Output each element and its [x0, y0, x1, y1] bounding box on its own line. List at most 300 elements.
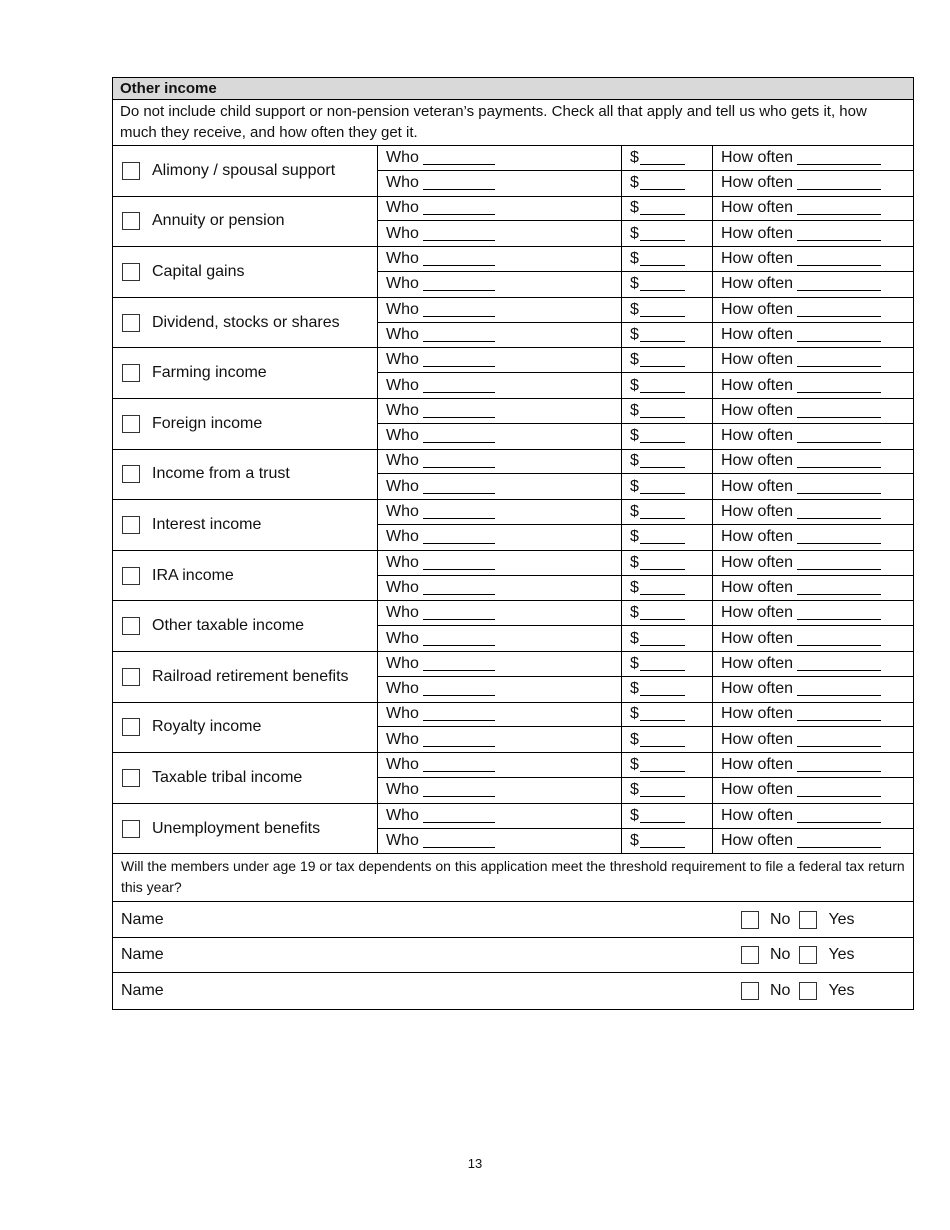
amount-field[interactable] [640, 328, 685, 342]
name-label: Name [121, 982, 164, 1000]
dollar-sign: $ [630, 654, 639, 672]
how-often-label: How often [721, 654, 794, 672]
who-cell [378, 703, 622, 753]
frequency-cell [713, 146, 913, 196]
income-row [113, 601, 913, 652]
how-often-field[interactable] [797, 505, 881, 519]
who-field[interactable] [423, 277, 495, 291]
name-row [113, 973, 913, 1009]
how-often-field[interactable] [797, 581, 881, 595]
how-often-label: How often [721, 148, 794, 166]
section-instructions: Do not include child support or non-pension veteran’s payments. Check all that apply and tell us who gets it, how much they receive, and how often they get it. [113, 100, 913, 146]
who-field[interactable] [423, 303, 495, 317]
how-often-label: How often [721, 300, 794, 318]
who-field[interactable] [423, 480, 495, 494]
income-type-label: Foreign income [152, 414, 263, 432]
who-label: Who [386, 756, 419, 774]
who-field[interactable] [423, 606, 495, 620]
income-type-checkbox[interactable] [122, 263, 140, 281]
frequency-entry [713, 500, 913, 525]
who-cell [378, 551, 622, 601]
amount-cell [622, 399, 713, 449]
who-cell [378, 197, 622, 247]
income-type-cell [113, 348, 378, 398]
yes-label: Yes [828, 910, 855, 928]
who-entry [378, 399, 621, 424]
who-label: Who [386, 427, 419, 445]
how-often-label: How often [721, 452, 794, 470]
who-label: Who [386, 224, 419, 242]
who-label: Who [386, 376, 419, 394]
frequency-entry [713, 373, 913, 398]
who-cell [378, 753, 622, 803]
income-type-label: Farming income [152, 364, 267, 382]
who-field[interactable] [423, 834, 495, 848]
how-often-field[interactable] [797, 227, 881, 241]
no-checkbox[interactable] [741, 946, 759, 964]
dollar-sign: $ [630, 781, 639, 799]
how-often-field[interactable] [797, 783, 881, 797]
yes-label: Yes [828, 982, 855, 1000]
who-field[interactable] [423, 227, 495, 241]
who-entry [378, 500, 621, 525]
who-entry [378, 450, 621, 475]
who-entry [378, 348, 621, 373]
who-entry [378, 272, 621, 297]
income-type-label: Annuity or pension [152, 212, 285, 230]
who-label: Who [386, 148, 419, 166]
frequency-cell [713, 804, 913, 854]
dollar-sign: $ [630, 503, 639, 521]
who-label: Who [386, 452, 419, 470]
amount-entry [622, 626, 712, 651]
amount-field[interactable] [640, 454, 685, 468]
frequency-entry [713, 221, 913, 246]
no-checkbox[interactable] [741, 982, 759, 1000]
frequency-cell [713, 197, 913, 247]
dollar-sign: $ [630, 680, 639, 698]
amount-cell [622, 348, 713, 398]
how-often-label: How often [721, 477, 794, 495]
amount-cell [622, 601, 713, 651]
dollar-sign: $ [630, 806, 639, 824]
who-label: Who [386, 401, 419, 419]
who-entry [378, 677, 621, 702]
who-entry [378, 703, 621, 728]
income-type-checkbox[interactable] [122, 516, 140, 534]
amount-entry [622, 399, 712, 424]
who-field[interactable] [423, 454, 495, 468]
frequency-entry [713, 703, 913, 728]
amount-field[interactable] [640, 530, 685, 544]
how-often-field[interactable] [797, 277, 881, 291]
who-field[interactable] [423, 379, 495, 393]
income-type-cell [113, 601, 378, 651]
amount-entry [622, 221, 712, 246]
frequency-entry [713, 601, 913, 626]
how-often-field[interactable] [797, 176, 881, 190]
who-entry [378, 373, 621, 398]
how-often-label: How often [721, 174, 794, 192]
how-often-label: How often [721, 250, 794, 268]
income-type-checkbox[interactable] [122, 212, 140, 230]
income-type-label: IRA income [152, 566, 234, 584]
who-entry [378, 778, 621, 803]
who-cell [378, 804, 622, 854]
amount-cell [622, 753, 713, 803]
how-often-label: How often [721, 275, 794, 293]
who-cell [378, 247, 622, 297]
who-label: Who [386, 654, 419, 672]
who-label: Who [386, 705, 419, 723]
frequency-cell [713, 450, 913, 500]
frequency-entry [713, 551, 913, 576]
dollar-sign: $ [630, 376, 639, 394]
who-field[interactable] [423, 353, 495, 367]
frequency-cell [713, 753, 913, 803]
amount-cell [622, 500, 713, 550]
amount-entry [622, 551, 712, 576]
how-often-field[interactable] [797, 632, 881, 646]
how-often-label: How often [721, 705, 794, 723]
frequency-entry [713, 272, 913, 297]
amount-field[interactable] [640, 707, 685, 721]
how-often-field[interactable] [797, 530, 881, 544]
yes-no-group [741, 946, 913, 964]
income-type-checkbox[interactable] [122, 718, 140, 736]
amount-field[interactable] [640, 404, 685, 418]
frequency-entry [713, 804, 913, 829]
dollar-sign: $ [630, 224, 639, 242]
dollar-sign: $ [630, 730, 639, 748]
who-field[interactable] [423, 632, 495, 646]
income-row [113, 450, 913, 501]
frequency-entry [713, 247, 913, 272]
who-field[interactable] [423, 201, 495, 215]
yes-checkbox[interactable] [799, 982, 817, 1000]
who-label: Who [386, 325, 419, 343]
amount-field[interactable] [640, 657, 685, 671]
frequency-entry [713, 424, 913, 449]
income-row [113, 652, 913, 703]
dollar-sign: $ [630, 553, 639, 571]
who-field[interactable] [423, 404, 495, 418]
income-type-checkbox[interactable] [122, 364, 140, 382]
income-type-label: Alimony / spousal support [152, 161, 336, 179]
how-often-field[interactable] [797, 657, 881, 671]
how-often-field[interactable] [797, 480, 881, 494]
amount-field[interactable] [640, 176, 685, 190]
who-field[interactable] [423, 733, 495, 747]
who-label: Who [386, 553, 419, 571]
who-label: Who [386, 199, 419, 217]
how-often-label: How often [721, 351, 794, 369]
who-entry [378, 298, 621, 323]
who-field[interactable] [423, 176, 495, 190]
income-type-label: Dividend, stocks or shares [152, 313, 340, 331]
frequency-entry [713, 576, 913, 601]
how-often-label: How often [721, 401, 794, 419]
income-type-cell [113, 146, 378, 196]
amount-field[interactable] [640, 379, 685, 393]
how-often-field[interactable] [797, 834, 881, 848]
income-type-label: Railroad retirement benefits [152, 667, 349, 685]
amount-field[interactable] [640, 682, 685, 696]
who-cell [378, 500, 622, 550]
who-entry [378, 197, 621, 222]
yes-label: Yes [828, 946, 855, 964]
amount-field[interactable] [640, 581, 685, 595]
who-field[interactable] [423, 252, 495, 266]
who-cell [378, 450, 622, 500]
amount-field[interactable] [640, 606, 685, 620]
yes-no-group [741, 982, 913, 1000]
how-often-field[interactable] [797, 429, 881, 443]
how-often-field[interactable] [797, 556, 881, 570]
who-entry [378, 753, 621, 778]
amount-entry [622, 500, 712, 525]
amount-field[interactable] [640, 556, 685, 570]
who-field[interactable] [423, 530, 495, 544]
who-label: Who [386, 781, 419, 799]
how-often-label: How often [721, 756, 794, 774]
name-row [113, 938, 913, 974]
who-label: Who [386, 806, 419, 824]
who-field[interactable] [423, 682, 495, 696]
how-often-field[interactable] [797, 707, 881, 721]
how-often-label: How often [721, 224, 794, 242]
how-often-field[interactable] [797, 303, 881, 317]
who-field[interactable] [423, 758, 495, 772]
yes-checkbox[interactable] [799, 946, 817, 964]
amount-field[interactable] [640, 227, 685, 241]
income-type-checkbox[interactable] [122, 162, 140, 180]
who-field[interactable] [423, 581, 495, 595]
amount-entry [622, 171, 712, 196]
amount-field[interactable] [640, 480, 685, 494]
how-often-label: How often [721, 578, 794, 596]
frequency-entry [713, 753, 913, 778]
who-label: Who [386, 351, 419, 369]
frequency-entry [713, 146, 913, 171]
income-row [113, 551, 913, 602]
amount-cell [622, 804, 713, 854]
no-checkbox[interactable] [741, 911, 759, 929]
amount-entry [622, 652, 712, 677]
frequency-entry [713, 474, 913, 499]
name-label: Name [121, 910, 164, 928]
frequency-entry [713, 348, 913, 373]
income-type-checkbox[interactable] [122, 617, 140, 635]
how-often-label: How often [721, 629, 794, 647]
who-field[interactable] [423, 151, 495, 165]
amount-entry [622, 703, 712, 728]
frequency-entry [713, 525, 913, 550]
income-type-checkbox[interactable] [122, 769, 140, 787]
income-type-cell [113, 551, 378, 601]
how-often-field[interactable] [797, 809, 881, 823]
who-field[interactable] [423, 505, 495, 519]
dollar-sign: $ [630, 604, 639, 622]
income-type-cell [113, 652, 378, 702]
how-often-label: How often [721, 730, 794, 748]
income-row [113, 298, 913, 349]
income-row [113, 146, 913, 197]
income-row [113, 753, 913, 804]
amount-entry [622, 424, 712, 449]
how-often-field[interactable] [797, 151, 881, 165]
income-type-checkbox[interactable] [122, 465, 140, 483]
amount-field[interactable] [640, 303, 685, 317]
how-often-label: How often [721, 680, 794, 698]
who-entry [378, 424, 621, 449]
who-label: Who [386, 578, 419, 596]
no-label: No [770, 982, 791, 1000]
who-label: Who [386, 528, 419, 546]
how-often-field[interactable] [797, 353, 881, 367]
income-type-checkbox[interactable] [122, 314, 140, 332]
how-often-field[interactable] [797, 733, 881, 747]
amount-field[interactable] [640, 809, 685, 823]
who-cell [378, 298, 622, 348]
who-field[interactable] [423, 429, 495, 443]
dollar-sign: $ [630, 528, 639, 546]
how-often-field[interactable] [797, 379, 881, 393]
who-label: Who [386, 250, 419, 268]
amount-field[interactable] [640, 277, 685, 291]
amount-cell [622, 298, 713, 348]
yes-checkbox[interactable] [799, 911, 817, 929]
income-type-cell [113, 703, 378, 753]
amount-field[interactable] [640, 151, 685, 165]
other-income-form [112, 77, 914, 1010]
amount-field[interactable] [640, 632, 685, 646]
who-field[interactable] [423, 783, 495, 797]
tax-threshold-question: Will the members under age 19 or tax dependents on this application meet the threshold requirement to file a federal tax return this year? [113, 854, 913, 902]
who-field[interactable] [423, 556, 495, 570]
amount-field[interactable] [640, 201, 685, 215]
who-label: Who [386, 477, 419, 495]
frequency-entry [713, 778, 913, 803]
who-label: Who [386, 174, 419, 192]
dollar-sign: $ [630, 477, 639, 495]
how-often-field[interactable] [797, 328, 881, 342]
amount-entry [622, 829, 712, 854]
yes-no-group [741, 911, 913, 929]
how-often-field[interactable] [797, 454, 881, 468]
amount-entry [622, 601, 712, 626]
section-title: Other income [113, 78, 913, 100]
amount-entry [622, 247, 712, 272]
how-often-label: How often [721, 831, 794, 849]
income-type-checkbox[interactable] [122, 415, 140, 433]
who-field[interactable] [423, 707, 495, 721]
income-type-checkbox[interactable] [122, 668, 140, 686]
income-type-cell [113, 450, 378, 500]
amount-field[interactable] [640, 252, 685, 266]
who-entry [378, 171, 621, 196]
who-entry [378, 474, 621, 499]
dollar-sign: $ [630, 351, 639, 369]
amount-cell [622, 703, 713, 753]
amount-entry [622, 146, 712, 171]
frequency-entry [713, 727, 913, 752]
name-label: Name [121, 946, 164, 964]
amount-field[interactable] [640, 505, 685, 519]
income-row [113, 348, 913, 399]
frequency-cell [713, 652, 913, 702]
who-entry [378, 652, 621, 677]
how-often-field[interactable] [797, 404, 881, 418]
amount-entry [622, 677, 712, 702]
who-field[interactable] [423, 809, 495, 823]
amount-cell [622, 146, 713, 196]
income-row [113, 399, 913, 450]
who-label: Who [386, 300, 419, 318]
amount-field[interactable] [640, 429, 685, 443]
amount-field[interactable] [640, 834, 685, 848]
dollar-sign: $ [630, 401, 639, 419]
who-label: Who [386, 680, 419, 698]
frequency-entry [713, 652, 913, 677]
how-often-field[interactable] [797, 201, 881, 215]
who-field[interactable] [423, 657, 495, 671]
income-type-label: Capital gains [152, 262, 245, 280]
how-often-field[interactable] [797, 606, 881, 620]
income-type-cell [113, 753, 378, 803]
amount-entry [622, 348, 712, 373]
who-label: Who [386, 503, 419, 521]
frequency-cell [713, 348, 913, 398]
income-row [113, 500, 913, 551]
page-number: 13 [467, 1156, 483, 1171]
income-type-checkbox[interactable] [122, 820, 140, 838]
who-label: Who [386, 604, 419, 622]
amount-entry [622, 727, 712, 752]
income-type-label: Taxable tribal income [152, 768, 303, 786]
frequency-cell [713, 601, 913, 651]
dollar-sign: $ [630, 427, 639, 445]
amount-field[interactable] [640, 783, 685, 797]
how-often-field[interactable] [797, 758, 881, 772]
who-entry [378, 601, 621, 626]
amount-field[interactable] [640, 758, 685, 772]
amount-field[interactable] [640, 733, 685, 747]
dollar-sign: $ [630, 325, 639, 343]
amount-entry [622, 576, 712, 601]
how-often-label: How often [721, 503, 794, 521]
income-type-label: Royalty income [152, 718, 262, 736]
who-entry [378, 146, 621, 171]
income-type-checkbox[interactable] [122, 567, 140, 585]
who-entry [378, 221, 621, 246]
who-cell [378, 146, 622, 196]
income-type-cell [113, 804, 378, 854]
frequency-cell [713, 551, 913, 601]
amount-field[interactable] [640, 353, 685, 367]
how-often-field[interactable] [797, 252, 881, 266]
how-often-field[interactable] [797, 682, 881, 696]
income-row [113, 703, 913, 754]
who-entry [378, 626, 621, 651]
frequency-entry [713, 677, 913, 702]
who-cell [378, 399, 622, 449]
how-often-label: How often [721, 528, 794, 546]
amount-entry [622, 298, 712, 323]
who-field[interactable] [423, 328, 495, 342]
amount-cell [622, 551, 713, 601]
amount-cell [622, 450, 713, 500]
